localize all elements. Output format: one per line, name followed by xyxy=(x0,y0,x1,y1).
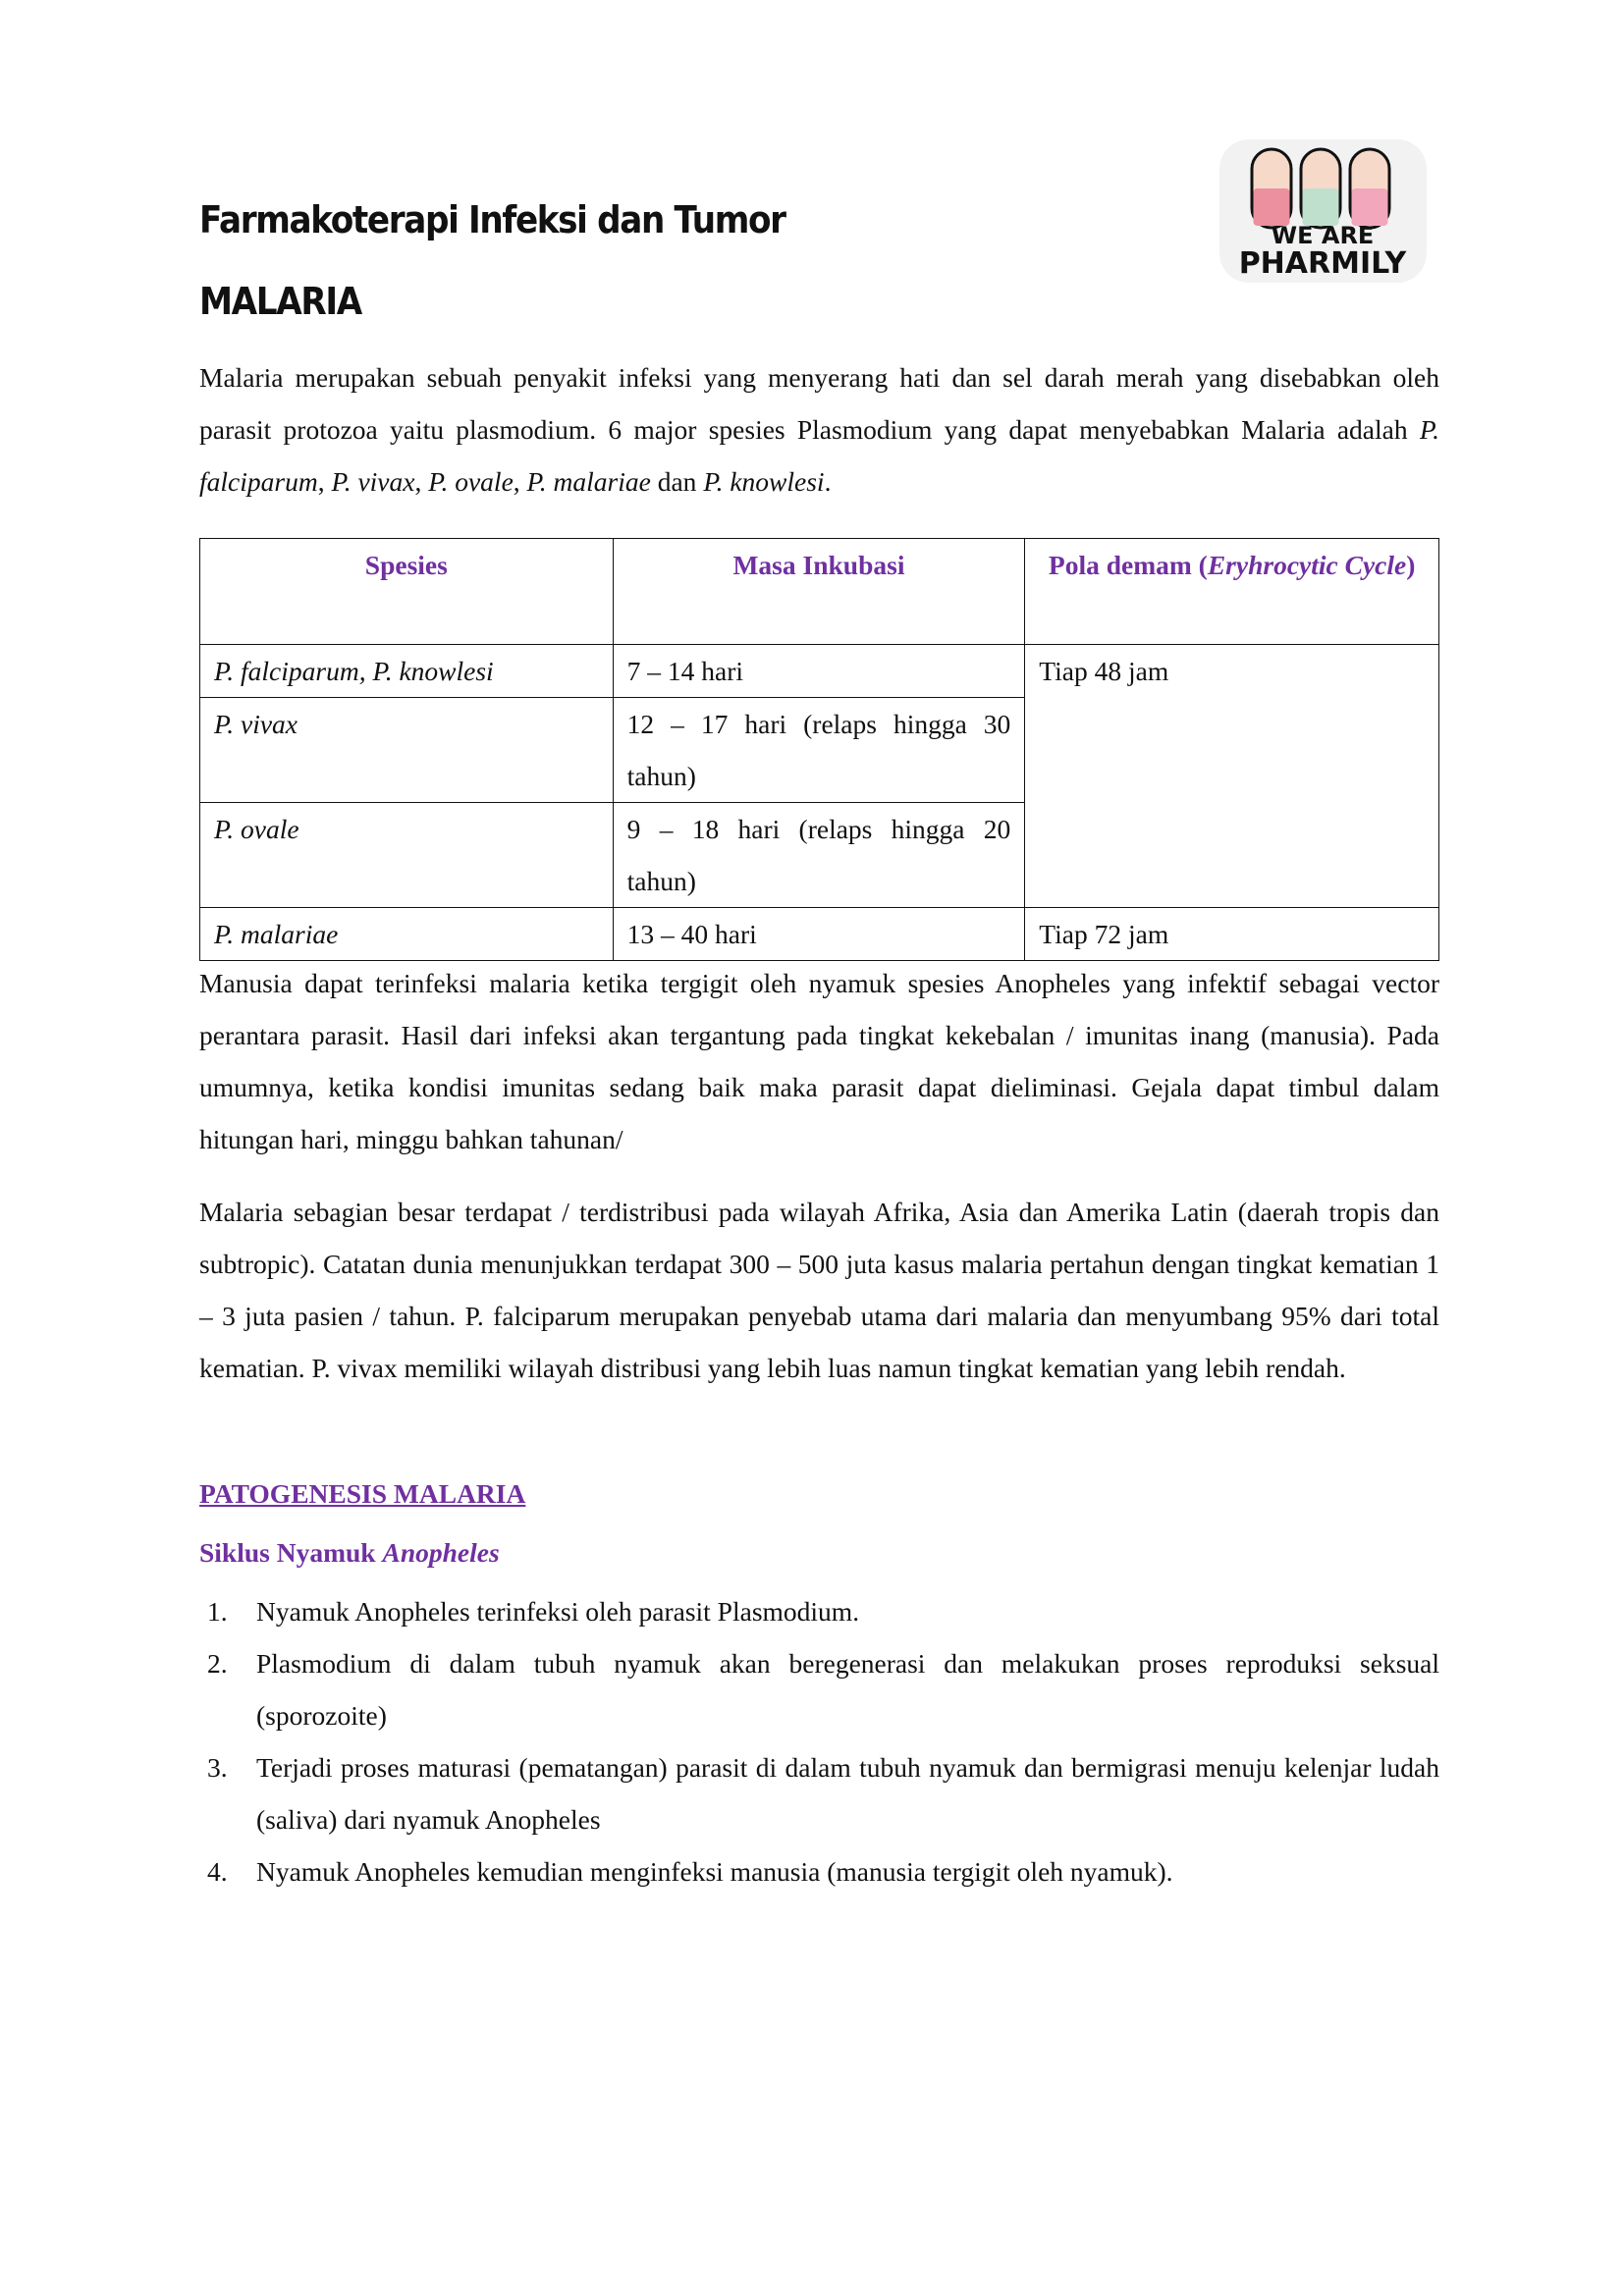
svg-text:WE ARE: WE ARE xyxy=(1271,222,1375,249)
transmission-paragraph: Manusia dapat terinfeksi malaria ketika tergigit oleh nyamuk spesies Anopheles yang infektif sebagai vector perantara parasit. Hasil dari infeksi akan tergantung pada tingkat kekebalan / imunitas inang (manusia). Pada umumnya, ketika kondisi imunitas sedang baik maka parasit dapat dieliminasi. Gejala dapat timbul dalam hitungan hari, minggu bahkan tahunan/ xyxy=(199,968,1439,1154)
section-heading: PATOGENESIS MALARIA xyxy=(199,1478,526,1509)
species-table xyxy=(199,538,1439,961)
header-species: Spesies xyxy=(200,539,614,645)
table-row: P. malariae 13 – 40 hari Tiap 72 jam xyxy=(200,908,1439,961)
list-item: 2. Plasmodium di dalam tubuh nyamuk akan beregenerasi dan melakukan proses reproduksi seksual (sporozoite) xyxy=(207,1648,1439,1731)
list-item: 1. Nyamuk Anopheles terinfeksi oleh parasit Plasmodium. xyxy=(207,1596,860,1627)
topic-title: MALARIA xyxy=(199,280,361,323)
table-row: P. vivax 12 – 17 hari (relaps hingga 30 tahun) xyxy=(200,698,1439,803)
subheading: Siklus Nyamuk Anopheles xyxy=(199,1537,500,1568)
header-fever: Pola demam (Eryhrocytic Cycle) xyxy=(1025,539,1439,645)
list-item: 3. Terjadi proses maturasi (pematangan) parasit di dalam tubuh nyamuk dan bermigrasi menuju kelenjar ludah (saliva) dari nyamuk Anopheles xyxy=(207,1752,1439,1835)
mosquito-cycle-list xyxy=(199,1585,1439,1897)
table-row: P. ovale 9 – 18 hari (relaps hingga 20 tahun) xyxy=(200,803,1439,908)
header-incubation: Masa Inkubasi xyxy=(613,539,1025,645)
intro-paragraph: Malaria merupakan sebuah penyakit infeksi yang menyerang hati dan sel darah merah yang disebabkan oleh parasit protozoa yaitu plasmodium. 6 major spesies Plasmodium yang dapat menyebabkan Malaria adalah P. falciparum, P. vivax, P. ovale, P. malariae dan P. knowlesi. xyxy=(199,362,1439,497)
pharmily-logo xyxy=(1218,137,1429,285)
table-row: P. falciparum, P. knowlesi 7 – 14 hari Tiap 48 jam xyxy=(200,645,1439,698)
list-item: 4. Nyamuk Anopheles kemudian menginfeksi manusia (manusia tergigit oleh nyamuk). xyxy=(207,1856,1173,1887)
course-title: Farmakoterapi Infeksi dan Tumor xyxy=(199,198,785,241)
svg-text:PHARMILY: PHARMILY xyxy=(1238,246,1407,281)
distribution-paragraph: Malaria sebagian besar terdapat / terdistribusi pada wilayah Afrika, Asia dan Amerika Latin (daerah tropis dan subtropic). Catatan dunia menunjukkan terdapat 300 – 500 juta kasus malaria pertahun dengan tingkat kematian 1 – 3 juta pasien / tahun. P. falciparum merupakan penyebab utama dari malaria dan menyumbang 95% dari total kematian. P. vivax memiliki wilayah distribusi yang lebih luas namun tingkat kematian yang lebih rendah. xyxy=(199,1197,1439,1383)
